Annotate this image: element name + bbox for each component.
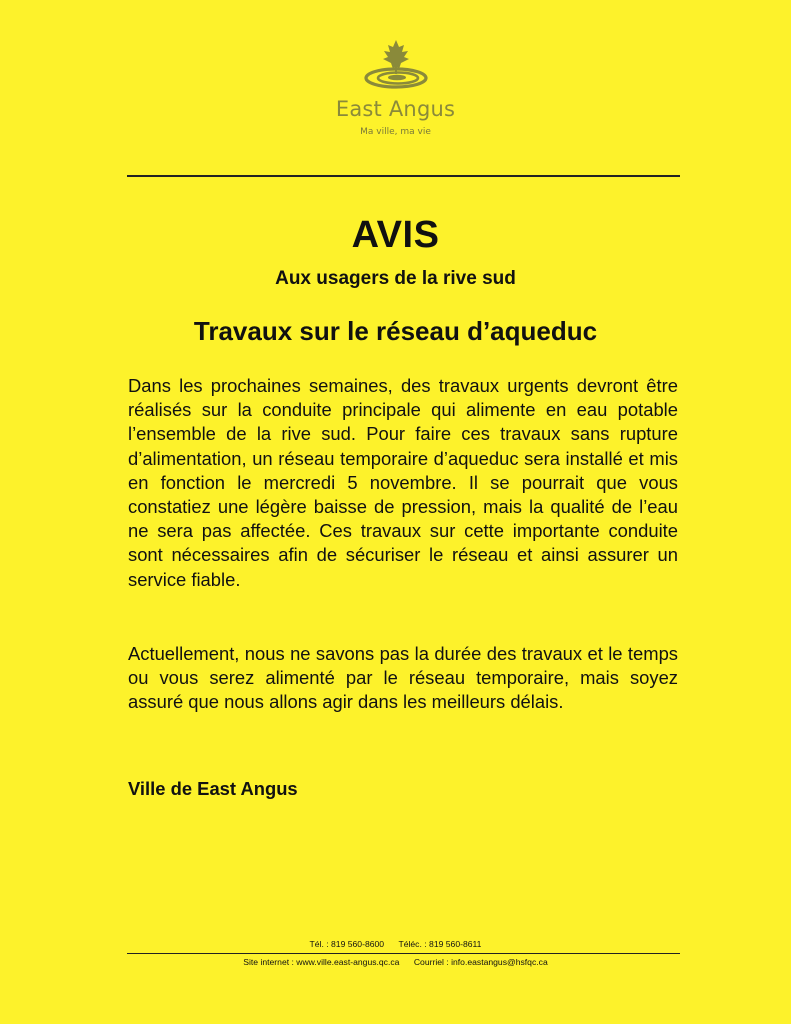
footer-email: Courriel : info.eastangus@hsfqc.ca bbox=[413, 957, 548, 967]
notice-heading: Travaux sur le réseau d’aqueduc bbox=[193, 316, 598, 346]
footer-website: Site internet : www.ville.east-angus.qc.ca bbox=[243, 957, 400, 967]
maple-leaf-logo-icon bbox=[361, 38, 431, 96]
footer-contact-phones bbox=[0, 939, 791, 949]
header-divider bbox=[127, 175, 680, 177]
notice-title: AVIS bbox=[351, 214, 440, 256]
signature: Ville de East Angus bbox=[128, 778, 298, 799]
notice-subtitle: Aux usagers de la rive sud bbox=[275, 268, 516, 289]
logo-slogan: Ma ville, ma vie bbox=[360, 127, 431, 137]
footer-phone: Tél. : 819 560-8600 bbox=[309, 939, 385, 949]
town-logo bbox=[0, 38, 791, 137]
footer-fax: Téléc. : 819 560-8611 bbox=[398, 939, 482, 949]
footer-divider bbox=[127, 953, 680, 954]
footer-contact-web bbox=[0, 957, 791, 967]
notice-paragraph-2: Actuellement, nous ne savons pas la durée des travaux et le temps ou vous serez alimenté par le réseau temporaire, mais soyez assuré que nous allons agir dans les meilleurs délais. bbox=[128, 643, 678, 713]
logo-name: East Angus bbox=[335, 97, 456, 121]
notice-paragraph-1: Dans les prochaines semaines, des travaux urgents devront être réalisés sur la conduite principale qui alimente en eau potable l’ensemble de la rive sud. Pour faire ces travaux sans rupture d’alimentation, un réseau temporaire d’aqueduc sera installé et mis en fonction le mercredi 5 novembre. Il se pourrait que vous constatiez une légère baisse de pression, mais la qualité de l’eau ne sera pas affectée. Ces travaux sur cette importante conduite sont nécessaires afin de sécuriser le réseau et ainsi assurer un service fiable. bbox=[128, 375, 678, 590]
